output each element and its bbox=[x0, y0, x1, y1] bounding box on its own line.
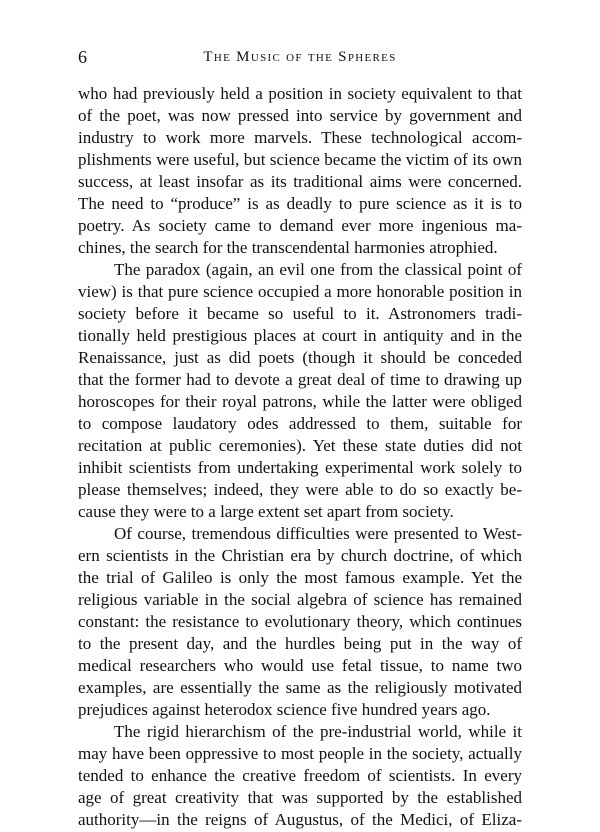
text-line: Of course, tremendous difficulties were presented to West- bbox=[114, 524, 522, 543]
text-line: authority—in the reigns of Augustus, of the Medici, of Eliza- bbox=[78, 810, 522, 829]
text-line: tended to enhance the creative freedom of scientists. In every bbox=[78, 766, 522, 785]
text-line: industry to work more marvels. These technological accom- bbox=[78, 128, 522, 147]
text-line: The need to “produce” is as deadly to pure science as it is to bbox=[78, 194, 522, 213]
text-line: may have been oppressive to most people in the society, actually bbox=[78, 744, 522, 763]
text-line: constant: the resistance to evolutionary theory, which continues bbox=[78, 612, 522, 631]
text-line: the trial of Galileo is only the most famous example. Yet the bbox=[78, 568, 522, 587]
text-line: to compose laudatory odes addressed to them, suitable for bbox=[78, 414, 522, 433]
text-line: The paradox (again, an evil one from the classical point of bbox=[114, 260, 522, 279]
text-line: success, at least insofar as its traditional aims were concerned. bbox=[78, 172, 522, 191]
text-line: plishments were useful, but science became the victim of its own bbox=[78, 150, 522, 169]
text-line: please themselves; indeed, they were able to do so exactly be- bbox=[78, 480, 522, 499]
text-line: prejudices against heterodox science five hundred years ago. bbox=[78, 700, 491, 719]
text-line: medical researchers who would use fetal tissue, to name two bbox=[78, 656, 522, 675]
text-line: poetry. As society came to demand ever more ingenious ma- bbox=[78, 216, 522, 235]
text-line: age of great creativity that was supported by the established bbox=[78, 788, 522, 807]
text-line: recitation at public ceremonies). Yet these state duties did not bbox=[78, 436, 522, 455]
text-line: to the present day, and the hurdles being put in the way of bbox=[78, 634, 522, 653]
text-line: of the poet, was now pressed into service by government and bbox=[78, 106, 522, 125]
page-number: 6 bbox=[78, 47, 87, 67]
body-text bbox=[78, 83, 522, 831]
text-line: horoscopes for their royal patrons, while the latter were obliged bbox=[78, 392, 522, 411]
text-line: religious variable in the social algebra of science has remained bbox=[78, 590, 522, 609]
text-line: The rigid hierarchism of the pre-industrial world, while it bbox=[114, 722, 522, 741]
text-line: ern scientists in the Christian era by church doctrine, of which bbox=[78, 546, 522, 565]
text-line: view) is that pure science occupied a more honorable position in bbox=[78, 282, 522, 301]
text-line: who had previously held a position in society equivalent to that bbox=[78, 84, 522, 103]
page-header bbox=[78, 46, 522, 70]
running-head: The Music of the Spheres bbox=[203, 49, 397, 65]
text-line: that the former had to devote a great deal of time to drawing up bbox=[78, 370, 522, 389]
text-line: chines, the search for the transcendental harmonies atrophied. bbox=[78, 238, 498, 257]
text-line: tionally held prestigious places at court in antiquity and in the bbox=[78, 326, 522, 345]
text-line: Renaissance, just as did poets (though it should be conceded bbox=[78, 348, 522, 367]
text-line: cause they were to a large extent set apart from society. bbox=[78, 502, 454, 521]
text-line: inhibit scientists from undertaking experimental work solely to bbox=[78, 458, 522, 477]
text-line: examples, are essentially the same as the religiously motivated bbox=[78, 678, 522, 697]
text-line: society before it became so useful to it. Astronomers tradi- bbox=[78, 304, 522, 323]
